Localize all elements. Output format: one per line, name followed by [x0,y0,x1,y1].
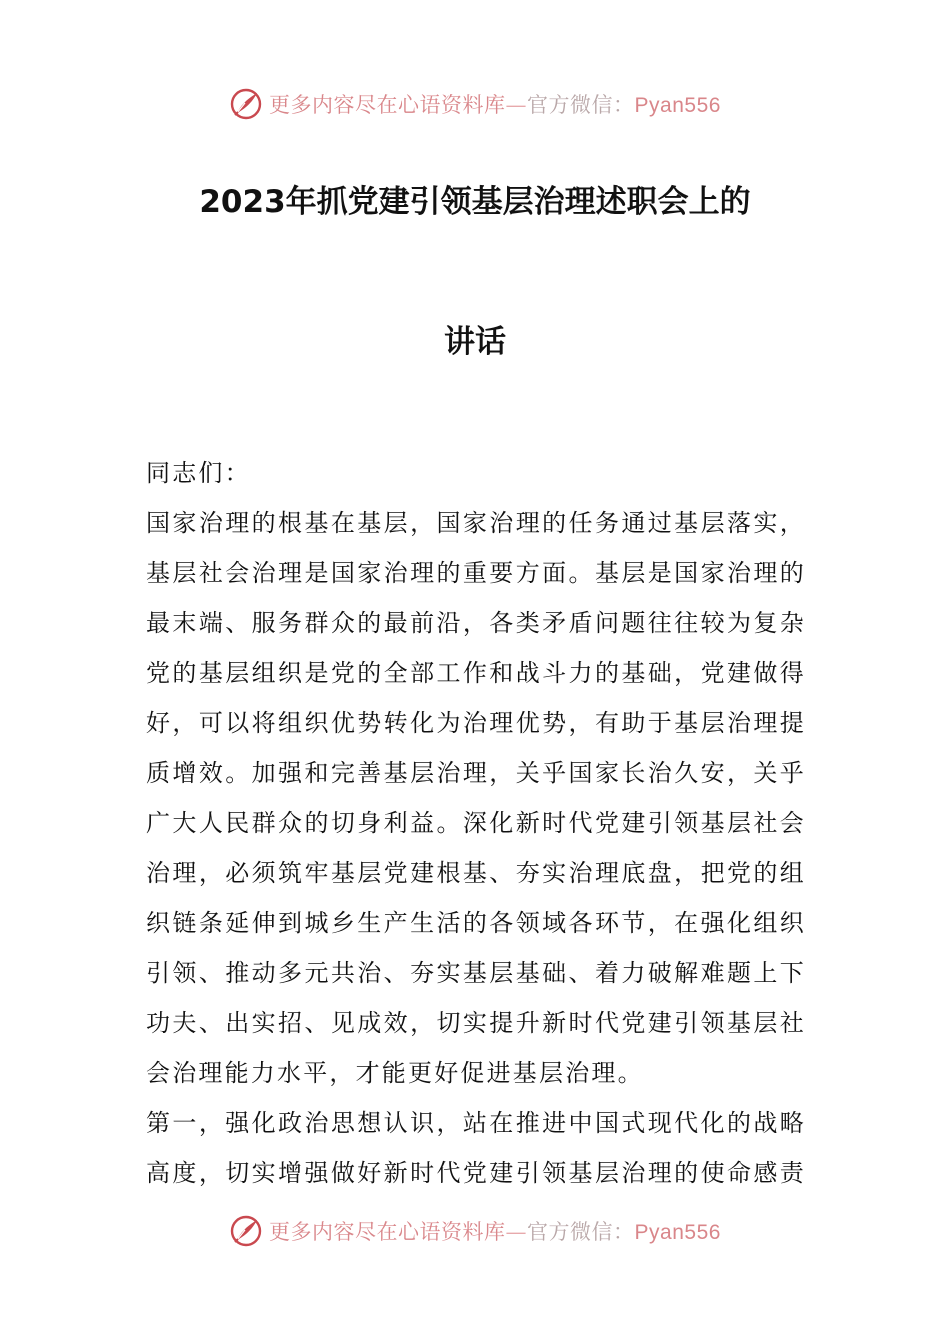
footer-watermark [0,1211,950,1251]
body-line: 国家治理的根基在基层，国家治理的任务通过基层落实， [146,509,806,537]
watermark-brand: 更多内容尽在心语资料库 [269,1220,506,1244]
watermark-wechat-id: Pyan556 [634,94,721,117]
document-body [146,448,806,1198]
body-line: 会治理能力水平，才能更好促进基层治理。 [146,1059,644,1087]
body-line: 最末端、服务群众的最前沿，各类矛盾问题往往较为复杂 [146,609,806,637]
salutation: 同志们： [146,459,251,487]
body-line: 引领、推动多元共治、夯实基层基础、着力破解难题上下 [146,959,806,987]
watermark-brand: 更多内容尽在心语资料库 [269,93,506,117]
watermark-text [269,1216,721,1246]
document-title-line-1: 2023年抓党建引领基层治理述职会上的 [199,184,751,220]
document-title-line-2: 讲话 [444,324,506,360]
watermark-label: 官方微信： [527,93,635,117]
body-line: 第一，强化政治思想认识，站在推进中国式现代化的战略 [146,1109,806,1137]
body-line: 质增效。加强和完善基层治理，关乎国家长治久安，关乎 [146,759,806,787]
header-watermark [0,84,950,124]
body-line: 基层社会治理是国家治理的重要方面。基层是国家治理的 [146,559,806,587]
body-line: 好，可以将组织优势转化为治理优势，有助于基层治理提 [146,709,806,737]
watermark-separator: — [505,1220,528,1244]
watermark-wechat-id: Pyan556 [634,1221,721,1244]
watermark-text [269,89,721,119]
watermark-label: 官方微信： [527,1220,635,1244]
body-line: 织链条延伸到城乡生产生活的各领域各环节，在强化组织 [146,909,806,937]
body-line: 高度，切实增强做好新时代党建引领基层治理的使命感责 [146,1159,806,1187]
body-line: 党的基层组织是党的全部工作和战斗力的基础，党建做得 [146,659,806,687]
body-line: 广大人民群众的切身利益。深化新时代党建引领基层社会 [146,809,806,837]
quill-pen-logo-icon [229,1214,263,1248]
body-line: 功夫、出实招、见成效，切实提升新时代党建引领基层社 [146,1009,806,1037]
quill-pen-logo-icon [229,87,263,121]
body-line: 治理，必须筑牢基层党建根基、夯实治理底盘，把党的组 [146,859,806,887]
watermark-separator: — [505,93,528,117]
